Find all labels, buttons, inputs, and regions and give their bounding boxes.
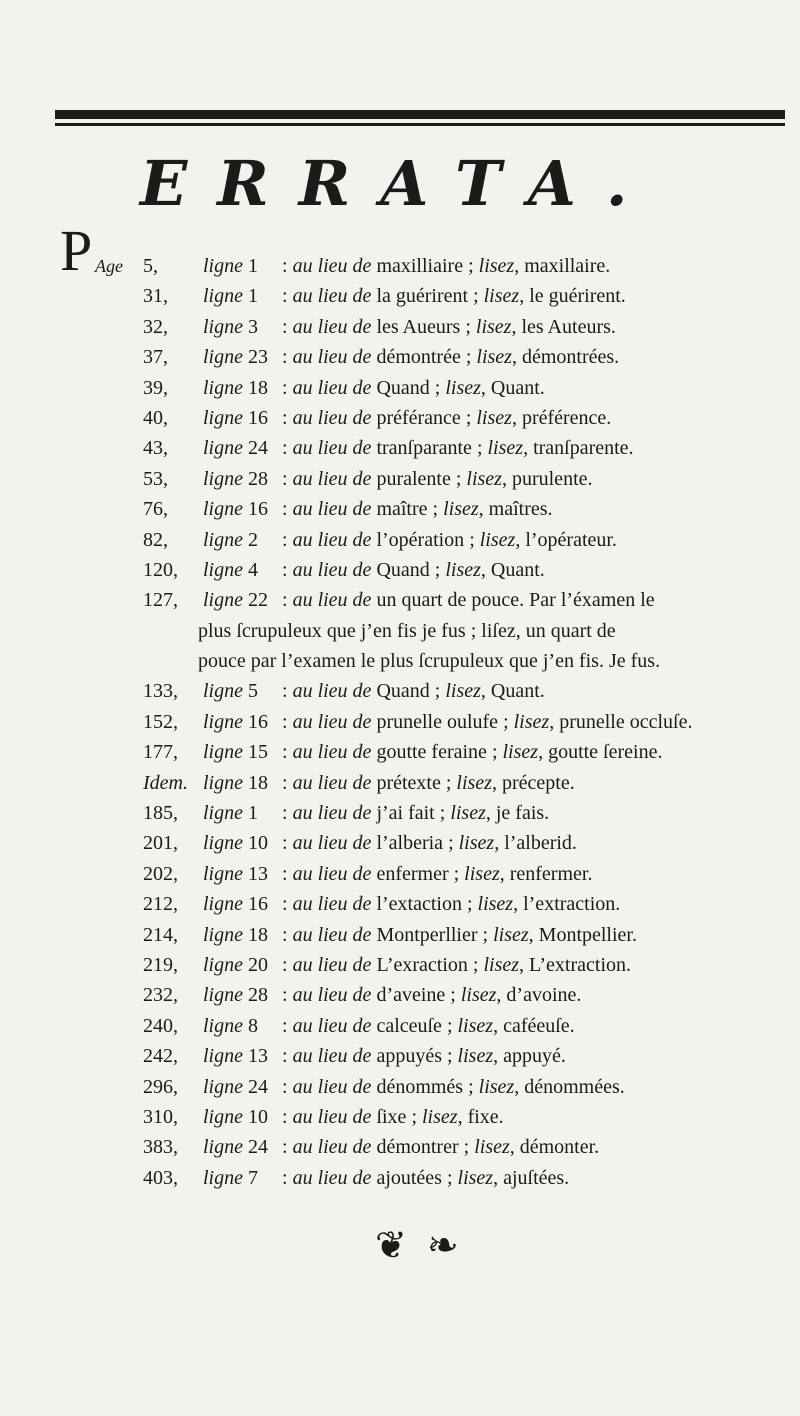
erratum-row <box>0 282 800 312</box>
page-number: 53, <box>143 467 168 490</box>
wrong-reading: démontrer <box>376 1136 459 1159</box>
ligne-label: ligne <box>203 680 243 703</box>
au-lieu-de-label: au lieu de <box>292 680 372 703</box>
ligne-label: ligne <box>203 923 243 946</box>
lisez-label: lisez <box>445 376 481 399</box>
au-lieu-de-label: au lieu de <box>292 1166 372 1189</box>
wrong-reading: Quand <box>376 680 430 703</box>
correction-text: : au lieu de enfermer ; lisez, renfermer. <box>282 862 593 885</box>
line-number: 13 <box>248 1045 268 1068</box>
wrong-reading: calceuſe <box>376 1014 442 1037</box>
au-lieu-de-label: au lieu de <box>292 558 372 581</box>
line-number: 13 <box>248 862 268 885</box>
ligne-label: ligne <box>203 528 243 551</box>
lisez-label: lisez <box>443 498 479 521</box>
lisez-label: lisez <box>513 710 550 733</box>
correction-text: : au lieu de calceuſe ; lisez, caféeuſe. <box>282 1014 575 1037</box>
line-number: 1 <box>248 285 258 308</box>
page-title: ERRATA. <box>140 147 658 220</box>
ligne-label: ligne <box>203 1045 243 1068</box>
line-reference <box>203 981 268 1009</box>
ligne-label: ligne <box>203 1014 243 1037</box>
ligne-label: ligne <box>203 862 243 885</box>
correction-text: : au lieu de préférance ; lisez, préférence. <box>282 406 612 429</box>
line-reference <box>203 890 268 918</box>
line-number: 18 <box>248 923 268 946</box>
line-number: 3 <box>248 315 258 338</box>
ligne-label: ligne <box>203 802 243 825</box>
line-number: 24 <box>248 437 268 460</box>
correction-text: : au lieu de l’opération ; lisez, l’opérateur. <box>282 528 617 551</box>
lisez-label: lisez <box>502 741 539 764</box>
line-reference <box>203 556 258 584</box>
lisez-label: lisez <box>457 1045 494 1068</box>
erratum-row <box>0 434 800 464</box>
correction-text: : au lieu de démontrée ; lisez, démontrées. <box>282 346 620 369</box>
erratum-row <box>0 1103 800 1133</box>
line-reference <box>203 465 268 493</box>
erratum-row <box>0 769 800 799</box>
line-number: 18 <box>248 376 268 399</box>
lisez-label: lisez <box>457 1166 494 1189</box>
page-number: 201, <box>143 832 178 855</box>
page-number: 32, <box>143 315 168 338</box>
line-reference <box>203 1073 268 1101</box>
wrong-reading: L’exraction <box>376 953 468 976</box>
correct-reading: l’extraction. <box>523 893 621 916</box>
correct-reading: ajuſtées. <box>503 1166 570 1189</box>
page-number: 240, <box>143 1014 178 1037</box>
line-reference <box>203 951 268 979</box>
line-reference <box>203 1164 258 1192</box>
page-number: 43, <box>143 437 168 460</box>
wrong-reading: d’aveine <box>376 984 446 1007</box>
au-lieu-de-label: au lieu de <box>292 1136 372 1159</box>
line-reference <box>203 495 268 523</box>
lisez-label: lisez <box>483 285 520 308</box>
au-lieu-de-label: au lieu de <box>292 893 372 916</box>
lisez-label: lisez <box>479 528 516 551</box>
ligne-label: ligne <box>203 285 243 308</box>
erratum-row <box>0 556 800 586</box>
wrong-reading: un quart de pouce. Par l’éxamen le <box>376 589 655 612</box>
line-reference <box>203 313 258 341</box>
correction-text: : au lieu de Quand ; lisez, Quant. <box>282 558 545 581</box>
wrong-reading: ajoutées <box>376 1166 442 1189</box>
line-number: 16 <box>248 710 268 733</box>
lisez-label: lisez <box>474 1136 510 1159</box>
erratum-row <box>0 860 800 890</box>
erratum-row <box>0 981 800 1011</box>
correct-reading: Quant. <box>490 558 545 581</box>
line-number: 23 <box>248 346 268 369</box>
page-number: Idem. <box>143 771 188 794</box>
line-reference <box>203 921 268 949</box>
correction-text: : au lieu de prunelle oulufe ; lisez, prunelle occluſe. <box>282 710 693 733</box>
wrong-reading: dénommés <box>376 1075 464 1098</box>
wrong-reading: tranſparante <box>376 437 472 460</box>
ligne-label: ligne <box>203 315 243 338</box>
lisez-label: lisez <box>458 832 495 855</box>
page-number: 212, <box>143 893 178 916</box>
ligne-label: ligne <box>203 710 243 733</box>
lisez-label: lisez <box>477 893 514 916</box>
page-number: 152, <box>143 710 178 733</box>
lisez-label: lisez <box>457 1014 494 1037</box>
correction-text: : au lieu de démontrer ; lisez, démonter. <box>282 1136 600 1159</box>
au-lieu-de-label: au lieu de <box>292 285 372 308</box>
ligne-label: ligne <box>203 406 243 429</box>
erratum-row <box>0 1042 800 1072</box>
au-lieu-de-label: au lieu de <box>292 1045 372 1068</box>
ligne-label: ligne <box>203 437 243 460</box>
line-number: 4 <box>248 558 258 581</box>
ligne-label: ligne <box>203 953 243 976</box>
page-number: 232, <box>143 984 178 1007</box>
line-number: 10 <box>248 1105 268 1128</box>
page-number: 242, <box>143 1045 178 1068</box>
page-number: 120, <box>143 558 178 581</box>
line-number: 22 <box>248 589 268 612</box>
line-number: 20 <box>248 953 268 976</box>
page-number: 82, <box>143 528 168 551</box>
correct-reading: Montpellier. <box>538 923 637 946</box>
line-reference <box>203 252 258 280</box>
line-number: 24 <box>248 1075 268 1098</box>
correct-reading: fixe. <box>467 1105 504 1128</box>
correction-text: : au lieu de prétexte ; lisez, précepte. <box>282 771 575 794</box>
erratum-row <box>0 1012 800 1042</box>
line-number: 5 <box>248 680 258 703</box>
au-lieu-de-label: au lieu de <box>292 255 372 277</box>
line-reference <box>203 282 258 310</box>
wrong-reading: j’ai fait <box>376 802 435 825</box>
correct-reading: caféeuſe. <box>503 1014 575 1037</box>
correct-reading: L’extraction. <box>529 953 632 976</box>
ligne-label: ligne <box>203 589 243 612</box>
correct-reading: appuyé. <box>503 1045 566 1068</box>
au-lieu-de-label: au lieu de <box>292 437 372 460</box>
correct-reading: démonter. <box>519 1136 600 1159</box>
line-number: 16 <box>248 498 268 521</box>
lisez-label: lisez <box>478 255 515 277</box>
ligne-label: ligne <box>203 346 243 369</box>
lisez-label: lisez <box>450 802 486 825</box>
erratum-row <box>0 890 800 920</box>
correct-reading: dénommées. <box>524 1075 625 1098</box>
wrong-reading: Quand <box>376 376 430 399</box>
correct-reading: prunelle occluſe. <box>559 710 693 733</box>
page-number: 177, <box>143 741 178 764</box>
ligne-label: ligne <box>203 498 243 521</box>
au-lieu-de-label: au lieu de <box>292 802 372 825</box>
lisez-label: lisez <box>445 680 481 703</box>
page-number: 296, <box>143 1075 178 1098</box>
lisez-label: lisez <box>493 923 529 946</box>
line-reference <box>203 829 268 857</box>
ligne-label: ligne <box>203 558 243 581</box>
correction-text: : au lieu de ajoutées ; lisez, ajuſtées. <box>282 1166 570 1189</box>
line-number: 18 <box>248 771 268 794</box>
au-lieu-de-label: au lieu de <box>292 1075 372 1098</box>
erratum-row <box>0 465 800 495</box>
line-number: 1 <box>248 255 258 277</box>
ligne-label: ligne <box>203 376 243 399</box>
page-number: 202, <box>143 862 178 885</box>
correction-text: : au lieu de l’extaction ; lisez, l’extraction. <box>282 893 621 916</box>
wrong-reading: l’opération <box>376 528 465 551</box>
line-reference <box>203 526 258 554</box>
page-number: 383, <box>143 1136 178 1159</box>
line-reference <box>203 1133 268 1161</box>
line-number: 7 <box>248 1166 258 1189</box>
au-lieu-de-label: au lieu de <box>292 498 372 521</box>
lisez-label: lisez <box>476 346 512 369</box>
first-word-rest: Age <box>95 256 123 276</box>
ligne-label: ligne <box>203 741 243 764</box>
wrong-reading: les Aueurs <box>376 315 461 338</box>
correct-reading: préférence. <box>521 406 612 429</box>
wrong-reading: ſixe <box>376 1105 407 1128</box>
erratum-row <box>0 921 800 951</box>
correct-reading: l’alberid. <box>504 832 577 855</box>
wrong-reading: prétexte <box>376 771 441 794</box>
lisez-label: lisez <box>445 558 481 581</box>
line-reference <box>203 799 258 827</box>
lisez-label: lisez <box>456 771 492 794</box>
line-reference <box>203 1103 268 1131</box>
correct-reading: goutte ſereine. <box>548 741 663 764</box>
page-number: 310, <box>143 1105 178 1128</box>
line-reference <box>203 586 268 614</box>
correction-text: : au lieu de la guérirent ; lisez, le guérirent. <box>282 285 626 308</box>
top-rule-thin <box>55 123 785 126</box>
lisez-label: lisez <box>464 862 500 885</box>
line-number: 16 <box>248 893 268 916</box>
lisez-label: lisez <box>466 467 502 490</box>
line-number: 10 <box>248 832 268 855</box>
erratum-row <box>0 252 800 282</box>
page-number: 219, <box>143 953 178 976</box>
correct-reading: tranſparente. <box>533 437 634 460</box>
wrong-reading: la guérirent <box>376 285 469 308</box>
correction-text: : au lieu de appuyés ; lisez, appuyé. <box>282 1045 566 1068</box>
line-number: 8 <box>248 1014 258 1037</box>
line-number: 2 <box>248 528 258 551</box>
erratum-row <box>0 586 800 616</box>
page-number: 185, <box>143 802 178 825</box>
ligne-label: ligne <box>203 984 243 1007</box>
erratum-continuation-line: plus ſcrupuleux que j’en fis je fus ; liſez, un quart de <box>198 619 616 642</box>
line-reference <box>203 434 268 462</box>
ligne-label: ligne <box>203 1166 243 1189</box>
page-number: 76, <box>143 498 168 521</box>
line-reference <box>203 708 268 736</box>
erratum-row <box>0 495 800 525</box>
au-lieu-de-label: au lieu de <box>292 589 372 612</box>
wrong-reading: l’alberia <box>376 832 444 855</box>
erratum-row <box>0 951 800 981</box>
erratum-continuation-line: pouce par l’examen le plus ſcrupuleux que j’en fis. Je fus. <box>198 650 661 673</box>
correction-text: : au lieu de goutte feraine ; lisez, goutte ſereine. <box>282 741 663 764</box>
correct-reading: maxillaire. <box>524 255 611 277</box>
ligne-label: ligne <box>203 893 243 916</box>
au-lieu-de-label: au lieu de <box>292 984 372 1007</box>
line-reference <box>203 677 258 705</box>
correction-text: : au lieu de l’alberia ; lisez, l’alberid. <box>282 832 577 855</box>
erratum-row <box>0 829 800 859</box>
au-lieu-de-label: au lieu de <box>292 710 372 733</box>
au-lieu-de-label: au lieu de <box>292 406 372 429</box>
page-number: 127, <box>143 589 178 612</box>
lisez-label: lisez <box>460 984 497 1007</box>
wrong-reading: prunelle oulufe <box>376 710 499 733</box>
lisez-label: lisez <box>475 315 512 338</box>
au-lieu-de-label: au lieu de <box>292 862 372 885</box>
wrong-reading: puralente <box>376 467 451 490</box>
ligne-label: ligne <box>203 467 243 490</box>
au-lieu-de-label: au lieu de <box>292 467 372 490</box>
correction-text: : au lieu de Quand ; lisez, Quant. <box>282 376 545 399</box>
line-number: 1 <box>248 802 258 825</box>
ligne-label: ligne <box>203 1075 243 1098</box>
correction-text: : au lieu de puralente ; lisez, purulente. <box>282 467 593 490</box>
page-number: 133, <box>143 680 178 703</box>
correction-text: : au lieu de un quart de pouce. Par l’éxamen le <box>282 589 655 612</box>
erratum-row <box>0 1164 800 1194</box>
ornament-fleuron: ❦ ❧ <box>375 1223 463 1267</box>
drop-cap: P <box>60 218 93 283</box>
lisez-label: lisez <box>483 953 520 976</box>
ligne-label: ligne <box>203 255 243 277</box>
top-rule-thick <box>55 110 785 119</box>
line-reference <box>203 343 268 371</box>
correct-reading: démontrées. <box>521 346 620 369</box>
erratum-row <box>0 374 800 404</box>
line-reference <box>203 374 268 402</box>
au-lieu-de-label: au lieu de <box>292 1014 372 1037</box>
line-number: 16 <box>248 406 268 429</box>
wrong-reading: enfermer <box>376 862 449 885</box>
erratum-row <box>0 708 800 738</box>
line-number: 28 <box>248 467 268 490</box>
line-reference <box>203 738 268 766</box>
correction-text: : au lieu de d’aveine ; lisez, d’avoine. <box>282 984 582 1007</box>
correction-text: : au lieu de maître ; lisez, maîtres. <box>282 498 553 521</box>
correction-text: : au lieu de Quand ; lisez, Quant. <box>282 680 545 703</box>
page-number: 5, <box>143 255 158 277</box>
lisez-label: lisez <box>487 437 524 460</box>
lisez-label: lisez <box>476 406 512 429</box>
correction-text: : au lieu de Montperllier ; lisez, Montpellier. <box>282 923 637 946</box>
au-lieu-de-label: au lieu de <box>292 832 372 855</box>
wrong-reading: appuyés <box>376 1045 442 1068</box>
ligne-label: ligne <box>203 771 243 794</box>
erratum-row <box>0 526 800 556</box>
erratum-row <box>0 1073 800 1103</box>
lisez-label: lisez <box>422 1105 458 1128</box>
correct-reading: purulente. <box>511 467 593 490</box>
correct-reading: le guérirent. <box>529 285 626 308</box>
au-lieu-de-label: au lieu de <box>292 528 372 551</box>
line-reference <box>203 1042 268 1070</box>
ligne-label: ligne <box>203 1105 243 1128</box>
correct-reading: l’opérateur. <box>525 528 617 551</box>
lisez-label: lisez <box>478 1075 515 1098</box>
line-reference <box>203 1012 258 1040</box>
page-number: 39, <box>143 376 168 399</box>
wrong-reading: l’extaction <box>376 893 462 916</box>
line-reference <box>203 404 268 432</box>
line-reference <box>203 769 268 797</box>
line-reference <box>203 860 268 888</box>
correct-reading: d’avoine. <box>506 984 582 1007</box>
au-lieu-de-label: au lieu de <box>292 771 372 794</box>
ligne-label: ligne <box>203 1136 243 1159</box>
erratum-row <box>0 313 800 343</box>
page-number: 31, <box>143 285 168 308</box>
wrong-reading: maître <box>376 498 428 521</box>
wrong-reading: Quand <box>376 558 430 581</box>
erratum-row <box>0 1133 800 1163</box>
au-lieu-de-label: au lieu de <box>292 315 372 338</box>
correct-reading: renfermer. <box>509 862 593 885</box>
correct-reading: Quant. <box>490 376 545 399</box>
au-lieu-de-label: au lieu de <box>292 953 372 976</box>
correction-text: : au lieu de tranſparante ; lisez, tranſparente. <box>282 437 634 460</box>
correction-text: : au lieu de maxilliaire ; lisez, maxillaire. <box>282 255 611 277</box>
line-number: 24 <box>248 1136 268 1159</box>
correction-text: : au lieu de L’exraction ; lisez, L’extraction. <box>282 953 632 976</box>
au-lieu-de-label: au lieu de <box>292 346 372 369</box>
erratum-row <box>0 738 800 768</box>
wrong-reading: Montperllier <box>376 923 478 946</box>
page-number: 40, <box>143 406 168 429</box>
au-lieu-de-label: au lieu de <box>292 376 372 399</box>
line-number: 28 <box>248 984 268 1007</box>
correct-reading: précepte. <box>501 771 575 794</box>
erratum-row <box>0 799 800 829</box>
au-lieu-de-label: au lieu de <box>292 1105 372 1128</box>
correction-text: : au lieu de ſixe ; lisez, fixe. <box>282 1105 504 1128</box>
wrong-reading: démontrée <box>376 346 461 369</box>
wrong-reading: préférance <box>376 406 461 429</box>
correction-text: : au lieu de j’ai fait ; lisez, je fais. <box>282 802 550 825</box>
correct-reading: maîtres. <box>488 498 553 521</box>
wrong-reading: goutte feraine <box>376 741 487 764</box>
ligne-label: ligne <box>203 832 243 855</box>
correct-reading: je fais. <box>495 802 550 825</box>
erratum-row <box>0 677 800 707</box>
errata-list <box>0 252 800 1194</box>
erratum-row <box>0 343 800 373</box>
page-number: 37, <box>143 346 168 369</box>
wrong-reading: maxilliaire <box>376 255 464 277</box>
page-number: 214, <box>143 923 178 946</box>
page-number: 403, <box>143 1166 178 1189</box>
correction-text: : au lieu de dénommés ; lisez, dénommées. <box>282 1075 625 1098</box>
au-lieu-de-label: au lieu de <box>292 741 372 764</box>
line-number: 15 <box>248 741 268 764</box>
erratum-row <box>0 404 800 434</box>
correct-reading: les Auteurs. <box>521 315 616 338</box>
correct-reading: Quant. <box>490 680 545 703</box>
correction-text: : au lieu de les Aueurs ; lisez, les Auteurs. <box>282 315 616 338</box>
au-lieu-de-label: au lieu de <box>292 923 372 946</box>
